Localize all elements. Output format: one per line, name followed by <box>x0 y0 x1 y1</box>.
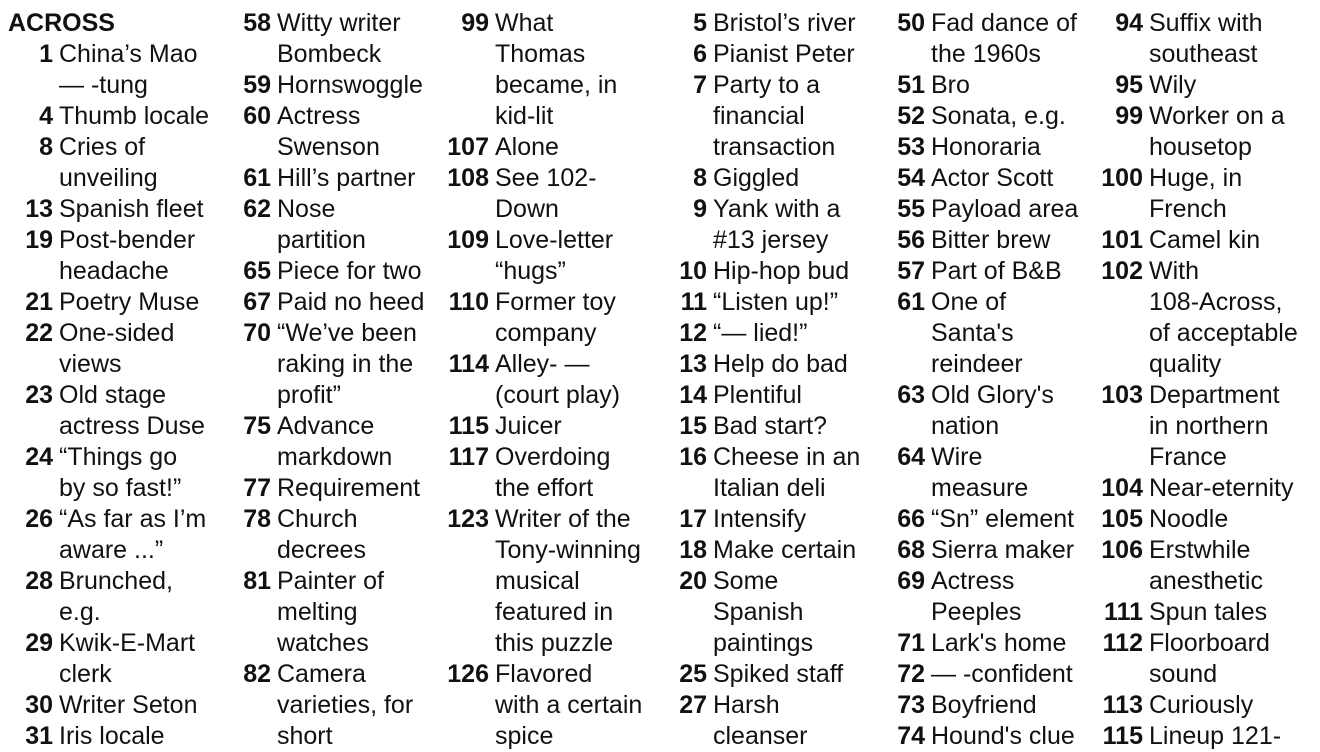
clue-column-1 <box>0 8 209 752</box>
clue-text: Camera varieties, for short <box>277 660 414 750</box>
clue-item <box>440 504 642 659</box>
clue-item <box>892 628 1078 659</box>
clue-number: 65 <box>243 257 271 285</box>
clue-number: 23 <box>25 381 53 409</box>
clue-number: 77 <box>243 474 271 502</box>
clue-text: Help do bad <box>713 350 848 378</box>
clue-text: Poetry Muse <box>59 288 200 316</box>
clue-item <box>665 690 860 752</box>
clue-item <box>892 132 1078 163</box>
clue-number: 63 <box>897 381 925 409</box>
clue-text: Hound's clue <box>931 722 1075 750</box>
clue-item <box>0 225 209 287</box>
clue-number: 115 <box>1102 722 1143 750</box>
clue-text: Writer Seton <box>59 691 198 719</box>
clue-number: 69 <box>897 567 925 595</box>
clue-number: 8 <box>693 164 707 192</box>
clue-item <box>0 194 209 225</box>
clue-number: 10 <box>679 257 707 285</box>
clue-item <box>665 287 860 318</box>
clue-text: Kwik-E-Mart clerk <box>59 629 196 688</box>
clue-item <box>0 442 209 504</box>
clue-item <box>665 8 860 39</box>
clue-item <box>0 690 209 721</box>
clue-text: Hornswoggle <box>277 71 423 99</box>
clue-item <box>1096 256 1298 380</box>
clue-text: Witty writer Bombeck <box>277 9 401 68</box>
clue-item <box>0 380 209 442</box>
clue-text: Piece for two <box>277 257 422 285</box>
clue-item <box>665 380 860 411</box>
clue-number: 123 <box>447 505 489 533</box>
clue-item <box>892 504 1078 535</box>
clue-item <box>892 442 1078 504</box>
clue-number: 99 <box>461 9 489 37</box>
clue-number: 31 <box>25 722 53 750</box>
clue-item <box>1096 535 1298 597</box>
clue-number: 28 <box>25 567 53 595</box>
clue-item <box>232 256 424 287</box>
clue-item <box>440 411 642 442</box>
clue-text: “Things go by so fast!” <box>59 443 182 502</box>
clue-number: 81 <box>243 567 271 595</box>
clue-number: 100 <box>1101 164 1143 192</box>
clue-number: 67 <box>243 288 271 316</box>
clue-item <box>892 256 1078 287</box>
clue-text: Curiously <box>1149 691 1254 719</box>
clue-text: Part of B&B <box>931 257 1062 285</box>
clue-number: 102 <box>1101 257 1143 285</box>
clue-number: 57 <box>897 257 925 285</box>
clue-item <box>892 380 1078 442</box>
clue-text: Actress Swenson <box>277 102 380 161</box>
clue-number: 30 <box>25 691 53 719</box>
clue-text: Near-eternity <box>1149 474 1294 502</box>
clue-number: 8 <box>39 133 53 161</box>
clue-text: “We’ve been raking in the profit” <box>277 319 417 409</box>
clue-item <box>440 287 642 349</box>
clue-text: Intensify <box>713 505 807 533</box>
clue-number: 27 <box>679 691 707 719</box>
clue-text: Spun tales <box>1149 598 1268 626</box>
clue-text: Party to a financial transaction <box>713 71 836 161</box>
clue-item <box>440 8 642 132</box>
clue-text: Worker on a housetop <box>1149 102 1285 161</box>
clue-item <box>665 349 860 380</box>
clue-item <box>892 225 1078 256</box>
clue-column-4 <box>665 8 860 752</box>
clue-column-3 <box>440 8 642 752</box>
clue-text: Make certain <box>713 536 857 564</box>
clue-text: Nose partition <box>277 195 366 254</box>
clue-number: 113 <box>1102 691 1143 719</box>
clue-text: Former toy company <box>495 288 616 347</box>
clue-item <box>892 163 1078 194</box>
clue-item <box>892 101 1078 132</box>
clue-text: Paid no heed <box>277 288 425 316</box>
clue-item <box>665 442 860 504</box>
clue-number: 21 <box>25 288 53 316</box>
clue-text: Painter of melting watches <box>277 567 385 657</box>
clue-number: 101 <box>1101 226 1143 254</box>
clue-text: Harsh cleanser <box>713 691 808 750</box>
clue-item <box>892 566 1078 628</box>
clue-text: Noodle <box>1149 505 1229 533</box>
clue-item <box>440 659 642 752</box>
clue-item <box>1096 380 1298 473</box>
clue-text: Alone <box>495 133 559 161</box>
clue-text: Camel kin <box>1149 226 1261 254</box>
clue-number: 61 <box>897 288 925 316</box>
clue-number: 106 <box>1101 536 1143 564</box>
clue-text: Floorboard sound <box>1149 629 1270 688</box>
clue-item <box>232 194 424 256</box>
clue-number: 68 <box>897 536 925 564</box>
clue-number: 1 <box>39 40 53 68</box>
clue-number: 20 <box>679 567 707 595</box>
clue-column-6 <box>1096 8 1298 752</box>
clue-text: Sierra maker <box>931 536 1075 564</box>
clue-text: Actress Peeples <box>931 567 1022 626</box>
clue-item <box>665 39 860 70</box>
clue-number: 72 <box>897 660 925 688</box>
clue-item <box>1096 163 1298 225</box>
clue-text: Bitter brew <box>931 226 1051 254</box>
clue-number: 16 <box>679 443 707 471</box>
clue-item <box>665 411 860 442</box>
clue-number: 126 <box>447 660 489 688</box>
clue-text: Juicer <box>495 412 562 440</box>
clue-number: 53 <box>897 133 925 161</box>
clue-text: Cries of unveiling <box>59 133 158 192</box>
clue-text: — -confident <box>931 660 1073 688</box>
clue-item <box>440 225 642 287</box>
clue-number: 6 <box>693 40 707 68</box>
clue-text: China’s Mao — -tung <box>59 40 198 99</box>
clue-text: Yank with a #13 jersey <box>713 195 841 254</box>
clue-text: Requirement <box>277 474 421 502</box>
clue-text: “— lied!” <box>713 319 808 347</box>
clue-text: Department in northern France <box>1149 381 1280 471</box>
clue-item <box>665 659 860 690</box>
clue-number: 105 <box>1101 505 1143 533</box>
clue-number: 54 <box>897 164 925 192</box>
clue-item <box>232 163 424 194</box>
clue-text: Old stage actress Duse <box>59 381 205 440</box>
clue-item <box>892 194 1078 225</box>
clue-item <box>1096 101 1298 163</box>
clue-item <box>440 349 642 411</box>
clue-item <box>665 504 860 535</box>
clue-item <box>1096 504 1298 535</box>
clue-text: Lineup 121- <box>1149 722 1282 750</box>
clue-text: What Thomas became, in kid-lit <box>495 9 618 130</box>
clue-item <box>0 566 209 628</box>
clue-number: 58 <box>243 9 271 37</box>
clue-number: 66 <box>897 505 925 533</box>
clue-item <box>892 535 1078 566</box>
clue-item <box>232 566 424 659</box>
clue-number: 114 <box>448 350 489 378</box>
clue-number: 62 <box>243 195 271 223</box>
clue-text: One-sided views <box>59 319 175 378</box>
clue-item <box>232 287 424 318</box>
clue-number: 7 <box>693 71 707 99</box>
clue-number: 112 <box>1102 629 1143 657</box>
clue-text: Erstwhile anesthetic <box>1149 536 1263 595</box>
clue-item <box>440 163 642 225</box>
clue-text: Lark's home <box>931 629 1067 657</box>
clue-number: 13 <box>25 195 53 223</box>
clue-item <box>1096 597 1298 628</box>
clue-number: 9 <box>693 195 707 223</box>
clue-item <box>1096 70 1298 101</box>
clue-text: Brunched, e.g. <box>59 567 173 626</box>
clue-text: “As far as I’m aware ...” <box>59 505 207 564</box>
clue-number: 64 <box>897 443 925 471</box>
clue-item <box>0 287 209 318</box>
clue-text: Some Spanish paintings <box>713 567 814 657</box>
clue-number: 94 <box>1115 9 1143 37</box>
clue-item <box>1096 628 1298 690</box>
clue-item <box>232 70 424 101</box>
clue-number: 71 <box>897 629 925 657</box>
clue-item <box>232 473 424 504</box>
clue-item <box>0 318 209 380</box>
clue-item <box>232 504 424 566</box>
clue-text: Suffix with southeast <box>1149 9 1263 68</box>
clue-text: Spanish fleet <box>59 195 204 223</box>
clue-number: 29 <box>25 629 53 657</box>
clue-text: With 108-Across, of acceptable quality <box>1149 257 1298 378</box>
clue-item <box>232 101 424 163</box>
clue-item <box>0 101 209 132</box>
clue-item <box>232 318 424 411</box>
clue-text: Boyfriend <box>931 691 1037 719</box>
clue-item <box>0 132 209 194</box>
clue-text: “Listen up!” <box>713 288 839 316</box>
clue-number: 50 <box>897 9 925 37</box>
clue-item <box>892 287 1078 380</box>
clue-item <box>1096 8 1298 70</box>
clue-text: Fad dance of the 1960s <box>931 9 1077 68</box>
clue-text: See 102- Down <box>495 164 597 223</box>
clue-item <box>232 659 424 752</box>
clue-text: Plentiful <box>713 381 802 409</box>
clue-number: 95 <box>1115 71 1143 99</box>
clue-number: 117 <box>448 443 489 471</box>
clue-number: 60 <box>243 102 271 130</box>
clue-number: 61 <box>243 164 271 192</box>
clue-text: Writer of the Tony-winning musical featured in this puzzle <box>495 505 641 657</box>
clue-number: 52 <box>897 102 925 130</box>
clue-column-2 <box>232 8 424 752</box>
clue-number: 11 <box>680 288 707 316</box>
clue-text: Sonata, e.g. <box>931 102 1066 130</box>
clue-text: Bro <box>931 71 970 99</box>
clue-number: 4 <box>39 102 53 130</box>
clue-text: Post-bender headache <box>59 226 196 285</box>
clue-text: Honoraria <box>931 133 1041 161</box>
clue-text: Hill’s partner <box>277 164 416 192</box>
clue-item <box>440 442 642 504</box>
clue-item <box>440 132 642 163</box>
clue-number: 103 <box>1101 381 1143 409</box>
clue-item <box>665 318 860 349</box>
clue-number: 109 <box>447 226 489 254</box>
clue-item <box>0 628 209 690</box>
clue-number: 51 <box>897 71 925 99</box>
clue-number: 19 <box>25 226 53 254</box>
clue-number: 74 <box>897 722 925 750</box>
clue-number: 15 <box>679 412 707 440</box>
clue-text: Bad start? <box>713 412 827 440</box>
clue-number: 82 <box>243 660 271 688</box>
clue-item <box>665 256 860 287</box>
across-heading: ACROSS <box>8 9 115 37</box>
clue-text: Love-letter “hugs” <box>495 226 614 285</box>
clue-text: Wily <box>1149 71 1197 99</box>
clue-item <box>665 163 860 194</box>
clue-text: Cheese in an Italian deli <box>713 443 861 502</box>
clue-number: 107 <box>447 133 489 161</box>
clue-text: Flavored with a certain spice <box>495 660 643 750</box>
clue-item <box>665 70 860 163</box>
clue-number: 56 <box>897 226 925 254</box>
clue-item <box>1096 473 1298 504</box>
clue-number: 13 <box>679 350 707 378</box>
clue-item <box>665 535 860 566</box>
clue-text: Old Glory's nation <box>931 381 1054 440</box>
clue-item <box>0 721 209 752</box>
clue-text: Giggled <box>713 164 800 192</box>
clue-number: 18 <box>679 536 707 564</box>
clue-number: 108 <box>447 164 489 192</box>
clue-number: 12 <box>679 319 707 347</box>
clue-item <box>1096 690 1298 721</box>
clue-item <box>232 411 424 473</box>
clue-text: Hip-hop bud <box>713 257 850 285</box>
clue-item <box>665 566 860 659</box>
clue-item <box>0 39 209 101</box>
clue-item <box>892 721 1078 752</box>
clue-item <box>0 504 209 566</box>
clue-number: 55 <box>897 195 925 223</box>
clue-text: Thumb locale <box>59 102 210 130</box>
clue-column-5 <box>892 8 1078 752</box>
clue-text: Wire measure <box>931 443 1029 502</box>
clue-text: Huge, in French <box>1149 164 1243 223</box>
clue-text: Iris locale <box>59 722 165 750</box>
clue-item <box>892 8 1078 70</box>
clue-text: Alley- — (court play) <box>495 350 621 409</box>
clue-number: 22 <box>25 319 53 347</box>
clue-number: 111 <box>1104 598 1143 626</box>
clue-item <box>232 8 424 70</box>
clue-number: 59 <box>243 71 271 99</box>
clue-text: Advance markdown <box>277 412 393 471</box>
clue-text: One of Santa's reindeer <box>931 288 1023 378</box>
clue-text: Actor Scott <box>931 164 1054 192</box>
clue-text: Church decrees <box>277 505 366 564</box>
clue-number: 24 <box>25 443 53 471</box>
clue-text: Overdoing the effort <box>495 443 611 502</box>
clue-number: 26 <box>25 505 53 533</box>
clue-text: “Sn” element <box>931 505 1075 533</box>
clue-number: 75 <box>243 412 271 440</box>
clue-number: 104 <box>1101 474 1143 502</box>
clue-item <box>1096 721 1298 752</box>
clue-item <box>892 690 1078 721</box>
clue-number: 70 <box>243 319 271 347</box>
clue-text: Pianist Peter <box>713 40 855 68</box>
clue-number: 78 <box>243 505 271 533</box>
clue-number: 25 <box>679 660 707 688</box>
clue-number: 17 <box>679 505 707 533</box>
clue-item <box>892 659 1078 690</box>
clue-item <box>892 70 1078 101</box>
clue-text: Spiked staff <box>713 660 844 688</box>
clue-number: 5 <box>693 9 707 37</box>
clue-text: Bristol’s river <box>713 9 856 37</box>
clue-number: 110 <box>448 288 489 316</box>
clue-text: Payload area <box>931 195 1079 223</box>
clue-number: 115 <box>448 412 489 440</box>
clue-number: 14 <box>679 381 707 409</box>
clue-number: 73 <box>897 691 925 719</box>
clue-item <box>1096 225 1298 256</box>
clue-number: 99 <box>1115 102 1143 130</box>
clue-item <box>665 194 860 256</box>
